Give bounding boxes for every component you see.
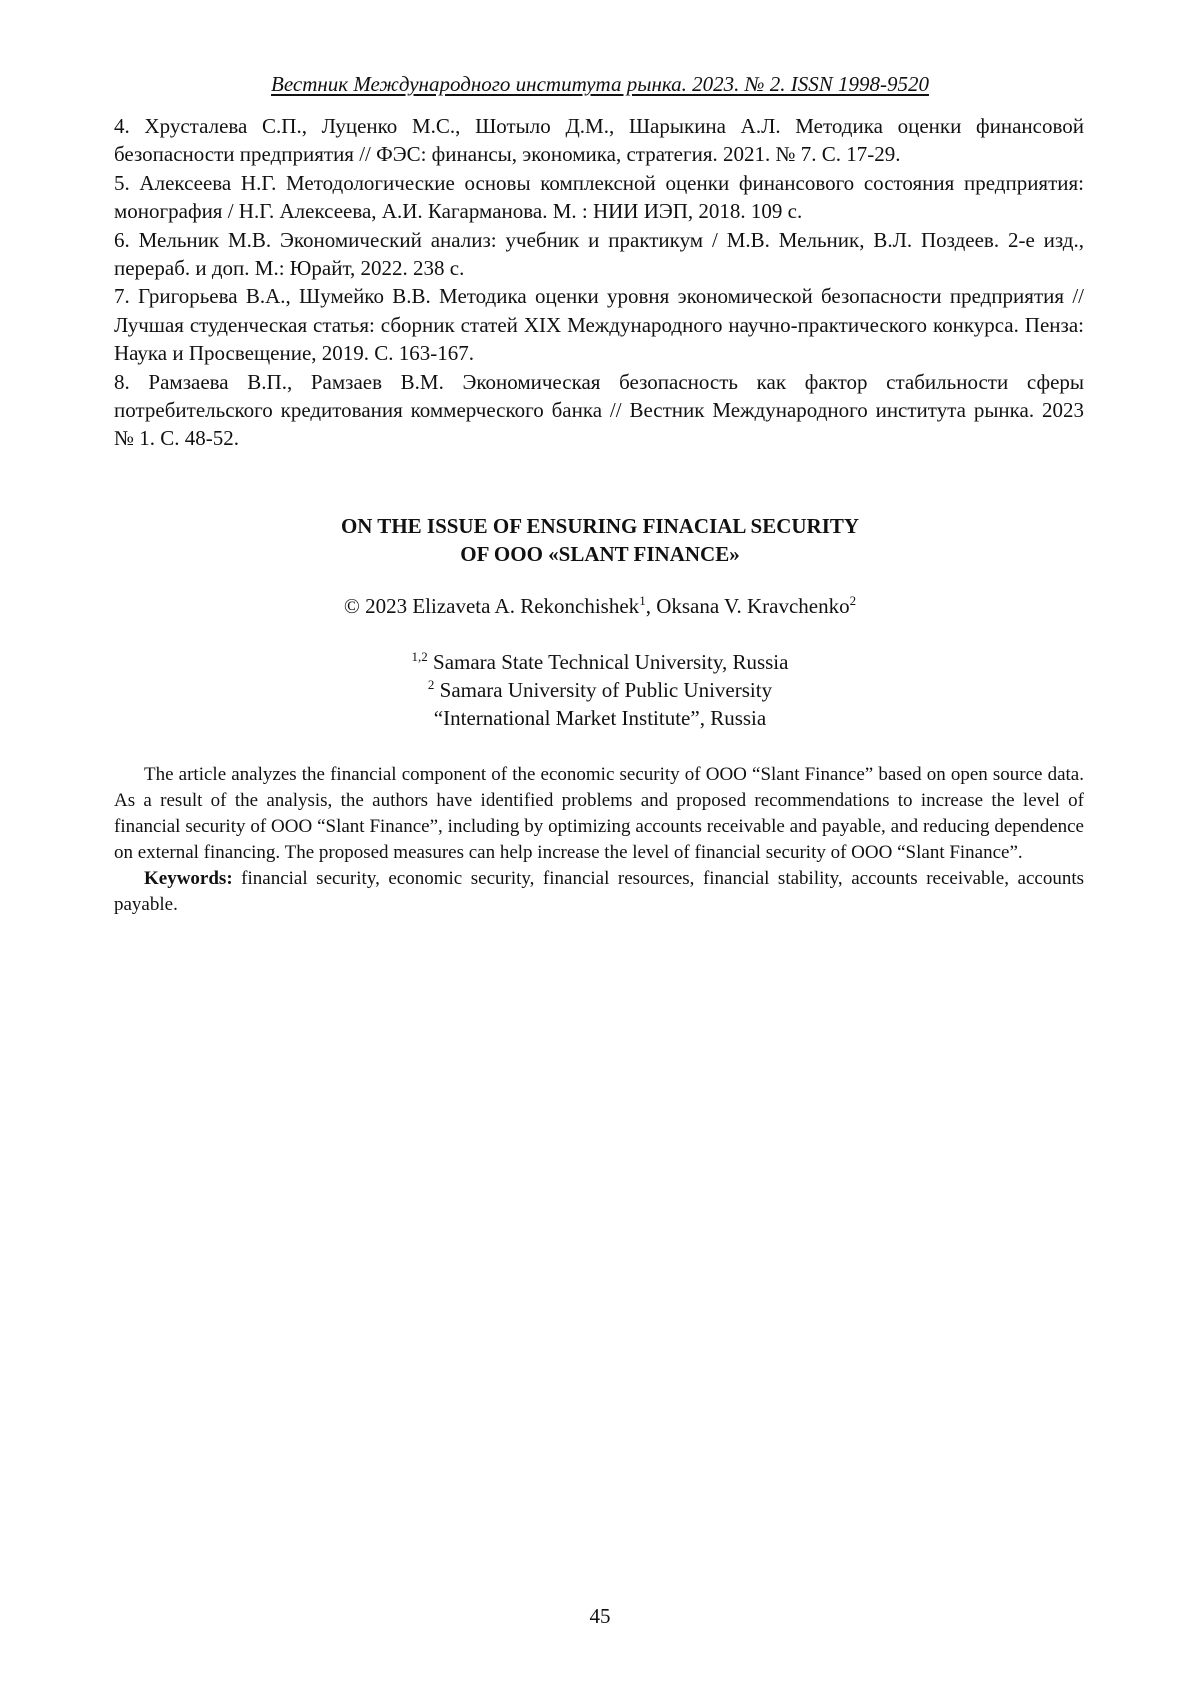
keywords-label: Keywords: [144,868,233,889]
running-header: Вестник Международного института рынка. 2023. № 2. ISSN 1998-9520 [271,72,929,96]
affiliation-line [0,648,1200,676]
affiliations [0,648,1200,732]
affiliation-line [0,676,1200,704]
page-number: 45 [589,1604,611,1628]
abstract-text: The article analyzes the financial component of the economic security of OOO “Slant Finance” based on open source data. As a result of the analysis, the authors have identified problems and proposed recommendations to increase the level of financial security of OOO “Slant Finance”, including by optimizing accounts receivable and payable, and reducing dependence on external financing. The proposed measures can help increase the level of financial security of OOO “Slant Finance”. [114,764,1084,863]
author-affiliation-marker: 1 [639,593,646,608]
reference-list [114,112,1084,453]
author-line [0,592,1200,620]
article-title [0,512,1200,568]
reference-item: 6. Мельник М.В. Экономический анализ: учебник и практикум / М.В. Мельник, В.Л. Поздеев. 2-е изд., перераб. и доп. М.: Юрайт, 2022. 238 с. [114,227,1084,281]
keywords [114,866,1084,918]
article-title-line: ON THE ISSUE OF ENSURING FINACIAL SECURITY [340,514,860,538]
article-title-line: OF OOO «SLANT FINANCE» [460,542,740,566]
affiliation-marker: 2 [427,677,435,692]
authors-second: , Oksana V. Kravchenko [645,594,850,618]
keywords-text: financial security, economic security, financial resources, financial stability, accounts receivable, accounts payable. [114,868,1084,915]
reference-item: 8. Рамзаева В.П., Рамзаев В.М. Экономическая безопасность как фактор стабильности сферы потребительского кредитования коммерческого банка // Вестник Международного института рынка. 2023 № 1. С. 48-52. [114,369,1084,451]
authors-prefix: © 2023 Elizaveta A. Rekonchishek [343,594,640,618]
affiliation-marker: 1,2 [411,649,428,664]
reference-item: 4. Хрусталева С.П., Луценко М.С., Шотыло Д.М., Шарыкина А.Л. Методика оценки финансовой безопасности предприятия // ФЭС: финансы, экономика, стратегия. 2021. № 7. С. 17-29. [114,114,1084,167]
abstract-block [114,762,1084,918]
affiliation-text: Samara University of Public University [434,678,773,702]
author-affiliation-marker: 2 [849,593,857,608]
affiliation-text: Samara State Technical University, Russia [427,650,789,674]
reference-item: 5. Алексеева Н.Г. Методологические основы комплексной оценки финансового состояния предприятия: монография / Н.Г. Алексеева, А.И. Кагарманова. М. : НИИ ИЭП, 2018. 109 с. [114,170,1084,224]
affiliation-line: “International Market Institute”, Russia [433,706,767,730]
reference-item: 7. Григорьева В.А., Шумейко В.В. Методика оценки уровня экономической безопасности предприятия // Лучшая студенческая статья: сборник статей XIX Международного научно-практического конкурса. Пенза: Наука и Просвещение, 2019. С. 163-167. [114,284,1084,366]
